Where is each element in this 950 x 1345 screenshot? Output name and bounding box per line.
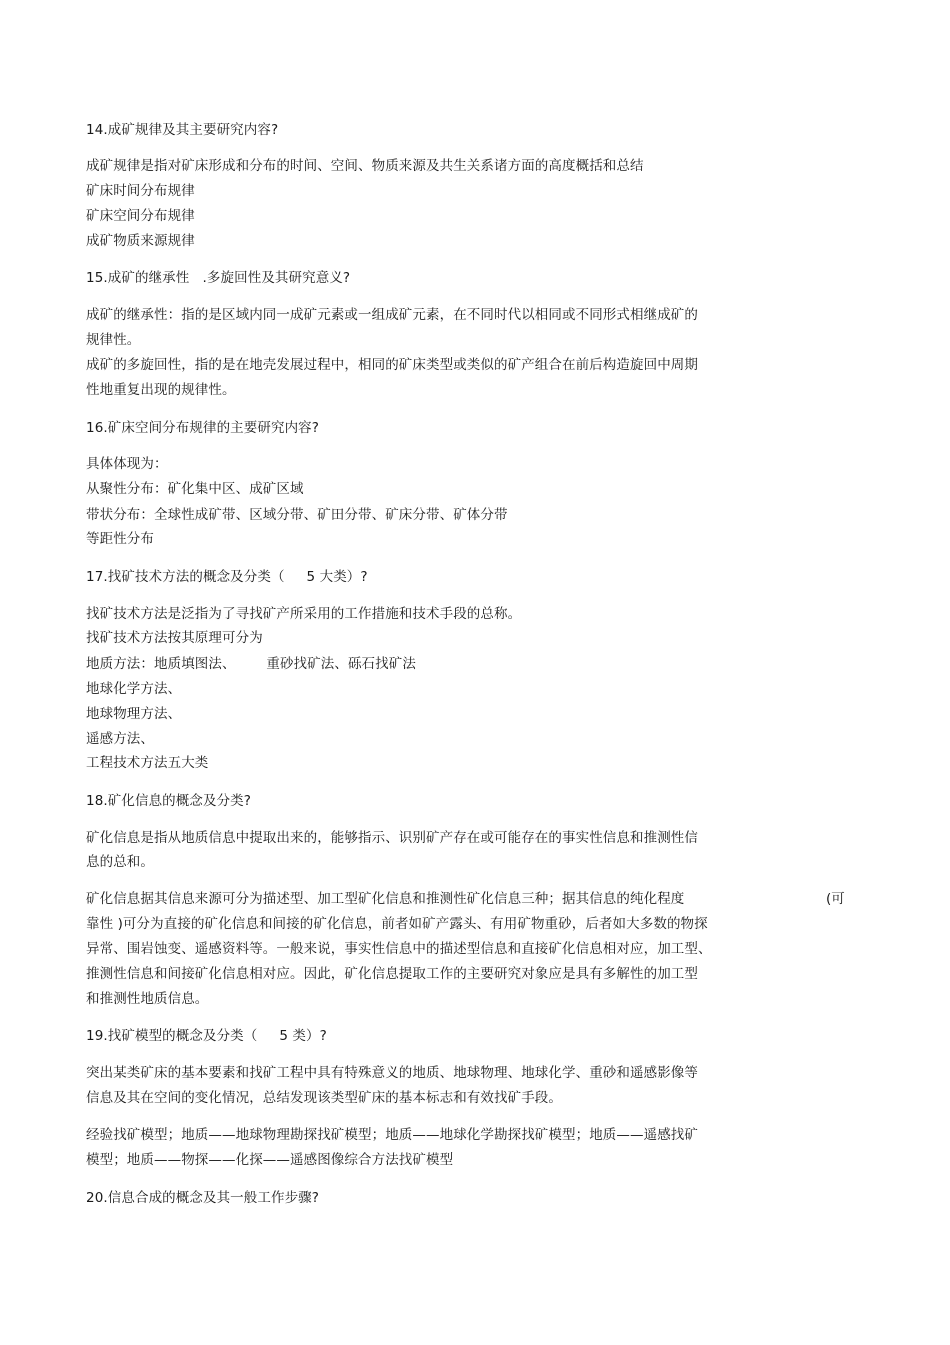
answer-16-line-4: 等距性分布 bbox=[86, 531, 154, 547]
answer-19-line-1: 突出某类矿床的基本要素和找矿工程中具有特殊意义的地质、地球物理、地球化学、重砂和遥感影像等 bbox=[86, 1065, 698, 1081]
answer-17-line-5: 地球物理方法、 bbox=[86, 706, 182, 722]
question-14-title: 14.成矿规律及其主要研究内容? bbox=[86, 122, 279, 138]
answer-19-line-2: 信息及其在空间的变化情况，总结发现该类型矿床的基本标志和有效找矿手段。 bbox=[86, 1090, 562, 1106]
question-15-title: 15.成矿的继承性 .多旋回性及其研究意义? bbox=[86, 270, 351, 286]
question-20-title: 20.信息合成的概念及其一般工作步骤? bbox=[86, 1190, 320, 1206]
answer-15-line-3: 成矿的多旋回性，指的是在地壳发展过程中，相同的矿床类型或类似的矿产组合在前后构造旋回中周期 bbox=[86, 357, 698, 373]
question-19-title: 19.找矿模型的概念及分类（ 5 类）? bbox=[86, 1028, 327, 1044]
answer-14-line-3: 矿床空间分布规律 bbox=[86, 208, 195, 224]
answer-18-line-6: 推测性信息和间接矿化信息相对应。因此，矿化信息提取工作的主要研究对象应是具有多解性的加工型 bbox=[86, 966, 698, 982]
answer-14-line-4: 成矿物质来源规律 bbox=[86, 233, 195, 249]
answer-17-line-6: 遥感方法、 bbox=[86, 731, 154, 747]
answer-17-line-4: 地球化学方法、 bbox=[86, 681, 182, 697]
answer-18-right-note: (可 bbox=[826, 891, 845, 907]
answer-17-line-7: 工程技术方法五大类 bbox=[86, 755, 209, 771]
answer-17-line-1: 找矿技术方法是泛指为了寻找矿产所采用的工作措施和技术手段的总称。 bbox=[86, 606, 522, 622]
answer-18-line-3: 矿化信息据其信息来源可分为描述型、加工型矿化信息和推测性矿化信息三种；据其信息的纯化程度 bbox=[86, 891, 685, 907]
answer-18-line-2: 息的总和。 bbox=[86, 854, 154, 870]
question-16-title: 16.矿床空间分布规律的主要研究内容? bbox=[86, 420, 320, 436]
question-17-title: 17.找矿技术方法的概念及分类（ 5 大类）? bbox=[86, 569, 368, 585]
answer-15-line-2: 规律性。 bbox=[86, 332, 141, 348]
question-18-title: 18.矿化信息的概念及分类? bbox=[86, 793, 252, 809]
answer-17-line-2: 找矿技术方法按其原理可分为 bbox=[86, 630, 263, 646]
answer-15-line-1: 成矿的继承性：指的是区域内同一成矿元素或一组成矿元素，在不同时代以相同或不同形式相继成矿的 bbox=[86, 307, 698, 323]
answer-18-line-7: 和推测性地质信息。 bbox=[86, 991, 209, 1007]
answer-19-line-4: 模型；地质——物探——化探——遥感图像综合方法找矿模型 bbox=[86, 1152, 454, 1168]
answer-15-line-4: 性地重复出现的规律性。 bbox=[86, 382, 236, 398]
answer-14-line-1: 成矿规律是指对矿床形成和分布的时间、空间、物质来源及共生关系诸方面的高度概括和总结 bbox=[86, 158, 644, 174]
answer-16-line-3: 带状分布：全球性成矿带、区域分带、矿田分带、矿床分带、矿体分带 bbox=[86, 507, 508, 523]
answer-17-line-3: 地质方法：地质填图法、 重砂找矿法、砾石找矿法 bbox=[86, 656, 416, 672]
answer-19-line-3: 经验找矿模型；地质——地球物理勘探找矿模型；地质——地球化学勘探找矿模型；地质——遥感找矿 bbox=[86, 1127, 698, 1143]
answer-16-line-2: 从聚性分布：矿化集中区、成矿区域 bbox=[86, 481, 304, 497]
answer-14-line-2: 矿床时间分布规律 bbox=[86, 183, 195, 199]
answer-16-line-1: 具体体现为： bbox=[86, 456, 168, 472]
answer-18-line-4: 靠性 )可分为直接的矿化信息和间接的矿化信息，前者如矿产露头、有用矿物重砂，后者如大多数的物探 bbox=[86, 916, 708, 932]
answer-18-line-5: 异常、围岩蚀变、遥感资料等。一般来说，事实性信息中的描述型信息和直接矿化信息相对应，加工型、 bbox=[86, 941, 712, 957]
answer-18-line-1: 矿化信息是指从地质信息中提取出来的，能够指示、识别矿产存在或可能存在的事实性信息和推测性信 bbox=[86, 830, 698, 846]
